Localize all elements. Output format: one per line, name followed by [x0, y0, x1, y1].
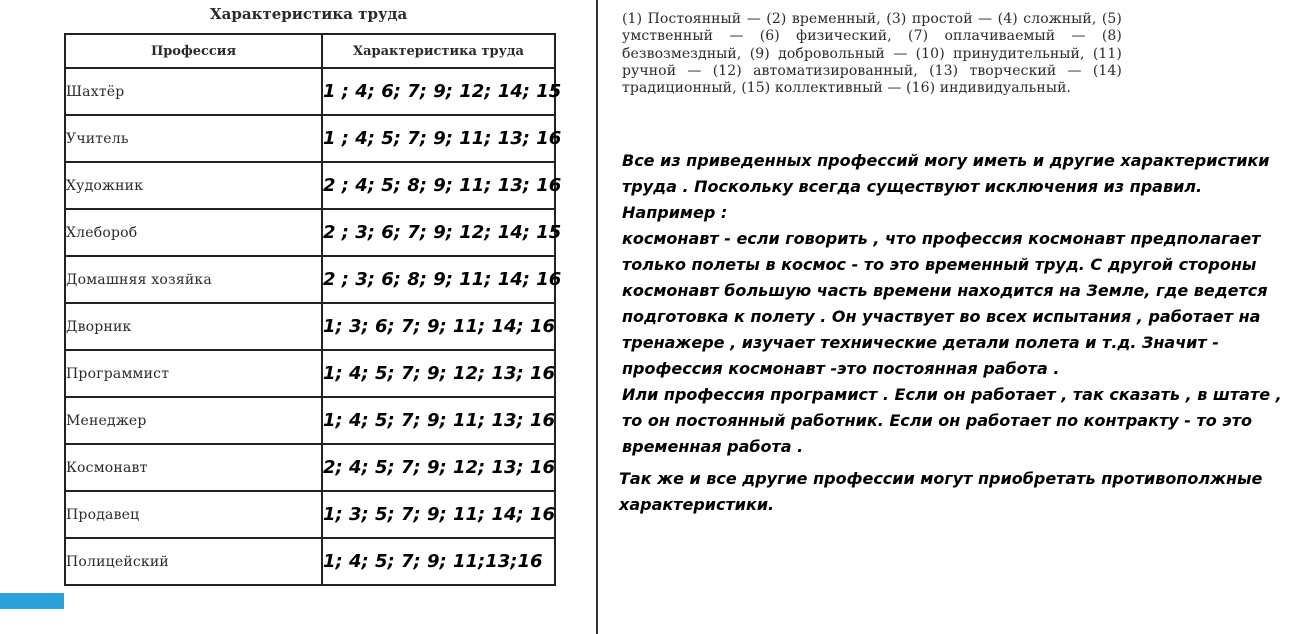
table-row: [65, 162, 555, 209]
table-row: [65, 491, 555, 538]
table-row: [65, 397, 555, 444]
characteristic-codes-cell: 2 ; 3; 6; 7; 9; 12; 14; 15: [322, 209, 555, 256]
characteristic-codes-cell: 2 ; 3; 6; 8; 9; 11; 14; 16: [322, 256, 555, 303]
characteristic-codes-cell: 1; 4; 5; 7; 9; 12; 13; 16: [322, 350, 555, 397]
table-row: [65, 256, 555, 303]
profession-cell: Менеджер: [65, 397, 322, 444]
characteristic-codes-cell: 2; 4; 5; 7; 9; 12; 13; 16: [322, 444, 555, 491]
table-title: Характеристика труда: [210, 5, 408, 23]
profession-cell: Космонавт: [65, 444, 322, 491]
profession-cell: Домашняя хозяйка: [65, 256, 322, 303]
table-row: [65, 115, 555, 162]
table-row: [65, 538, 555, 585]
characteristics-legend: (1) Постоянный — (2) временный, (3) простой — (4) сложный, (5) умственный — (6) физический, (7) оплачиваемый — (8) безвозмездный, (9) добровольный — (10) принудительный, (11) ручной — (12) автоматизированный, (13) творческий — (14) традиционный, (15) коллективный — (16) индивидуальный.: [622, 11, 1122, 97]
profession-cell: Хлебороб: [65, 209, 322, 256]
characteristic-codes-cell: 1; 4; 5; 7; 9; 11; 13; 16: [322, 397, 555, 444]
profession-cell: Программист: [65, 350, 322, 397]
answer-text: [619, 148, 1302, 518]
profession-cell: Дворник: [65, 303, 322, 350]
answer-paragraph-programmer: Или профессия програмист . Если он работает , так сказать , в штате , то он постоянный работник. Если он работает по контракту - то это временная работа .: [622, 385, 1282, 456]
profession-cell: Полицейский: [65, 538, 322, 585]
header-profession: Профессия: [65, 34, 322, 68]
table-row: [65, 303, 555, 350]
profession-cell: Шахтёр: [65, 68, 322, 115]
answer-paragraph-conclusion: Так же и все другие профессии могут приобретать противополжные характеристики.: [619, 469, 1263, 514]
characteristic-codes-cell: 1; 3; 6; 7; 9; 11; 14; 16: [322, 303, 555, 350]
table-row: [65, 444, 555, 491]
header-characteristic: Характеристика труда: [322, 34, 555, 68]
blue-highlight-mark: [0, 593, 64, 609]
characteristic-codes-cell: 1 ; 4; 5; 7; 9; 11; 13; 16: [322, 115, 555, 162]
answer-paragraph-intro: Все из приведенных профессий могу иметь и другие характеристики труда . Поскольку всегда существуют исключения из правил.: [622, 151, 1270, 196]
characteristic-codes-cell: 1 ; 4; 6; 7; 9; 12; 14; 15: [322, 68, 555, 115]
answer-paragraph-example-label: Например :: [622, 203, 728, 222]
characteristic-codes-cell: 1; 4; 5; 7; 9; 11;13;16: [322, 538, 555, 585]
table-row: [65, 350, 555, 397]
table-header-row: [65, 34, 555, 68]
profession-cell: Учитель: [65, 115, 322, 162]
table-row: [65, 68, 555, 115]
characteristic-codes-cell: 2 ; 4; 5; 8; 9; 11; 13; 16: [322, 162, 555, 209]
table-row: [65, 209, 555, 256]
answer-paragraph-cosmonaut: космонавт - если говорить , что профессия космонавт предполагает только полеты в космос - то это временный труд. С другой стороны космонавт большую часть времени находится на Земле, где ведется подготовка к полету . Он участвует во всех испытания , работает на тренажере , изучает технические детали полета и т.д. Значит - профессия космонавт -это постоянная работа .: [622, 229, 1268, 378]
profession-cell: Художник: [65, 162, 322, 209]
labor-characteristics-table: [64, 33, 562, 586]
characteristic-codes-cell: 1; 3; 5; 7; 9; 11; 14; 16: [322, 491, 555, 538]
profession-cell: Продавец: [65, 491, 322, 538]
vertical-divider: [596, 0, 598, 634]
